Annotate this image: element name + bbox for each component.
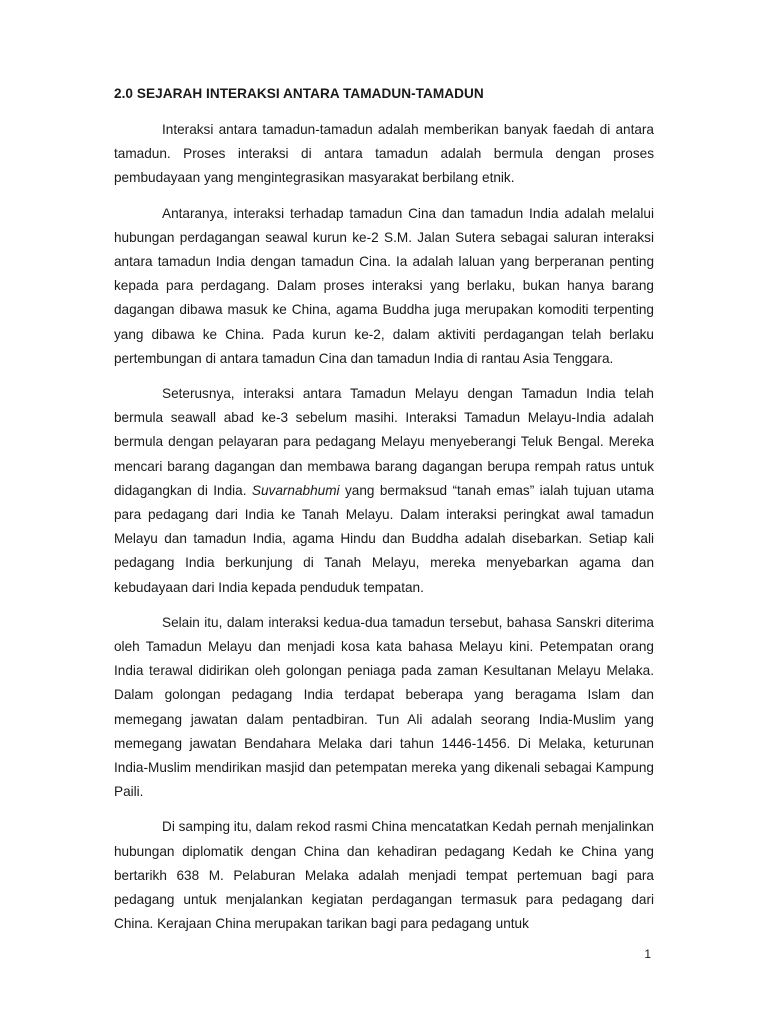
paragraph [114,202,654,371]
italic-term: Suvarnabhumi [251,482,340,498]
paragraph [114,611,654,805]
text-segment: yang bermaksud “tanah emas” ialah tujuan utama para pedagang dari India ke Tanah Melayu. Dalam interaksi peringkat awal tamadun Melayu dan tamadun India, agama Hindu dan Buddha adalah disebarkan. Setiap kali pedagang India berkunjung di Tanah Melayu, mereka menyebarkan agama dan kebudayaan dari India kepada penduduk tempatan. [114,482,654,595]
paragraph [114,382,654,600]
body-text [114,118,654,937]
text-segment: Selain itu, dalam interaksi kedua-dua tamadun tersebut, bahasa Sanskri diterima oleh Tamadun Melayu dan menjadi kosa kata bahasa Melayu kini. Petempatan orang India terawal didirikan oleh golongan peniaga pada zaman Kesultanan Melayu Melaka. Dalam golongan pedagang India terdapat beberapa yang beragama Islam dan memegang jawatan dalam pentadbiran. Tun Ali adalah seorang India-Muslim yang memegang jawatan Bendahara Melaka dari tahun 1446-1456. Di Melaka, keturunan India-Muslim mendirikan masjid dan petempatan mereka yang dikenali sebagai Kampung Paili. [114,614,654,800]
text-segment: Di samping itu, dalam rekod rasmi China mencatatkan Kedah pernah menjalinkan hubungan diplomatik dengan China dan kehadiran pedagang Kedah ke China yang bertarikh 638 M. Pelaburan Melaka adalah menjadi tempat pertemuan bagi para pedagang untuk menjalankan kegiatan perdagangan termasuk para pedagang dari China. Kerajaan China merupakan tarikan bagi para pedagang untuk [114,819,654,932]
page-number: 1 [644,947,651,961]
text-segment: Antaranya, interaksi terhadap tamadun Cina dan tamadun India adalah melalui hubungan perdagangan seawal kurun ke-2 S.M. Jalan Sutera sebagai saluran interaksi antara tamadun India dengan tamadun Cina. Ia adalah laluan yang berperanan penting kepada para perdagang. Dalam proses interaksi yang berlaku, bukan hanya barang dagangan dibawa masuk ke China, agama Buddha juga merupakan komoditi terpenting yang dibawa ke China. Pada kurun ke-2, dalam aktiviti perdagangan telah berlaku pertembungan di antara tamadun Cina dan tamadun India di rantau Asia Tenggara. [114,205,654,366]
text-segment: Seterusnya, interaksi antara Tamadun Melayu dengan Tamadun India telah bermula seawall abad ke-3 sebelum masihi. Interaksi Tamadun Melayu-India adalah bermula dengan pelayaran para pedagang Melayu menyeberangi Teluk Bengal. Mereka mencari barang dagangan dan membawa barang dagangan berupa rempah ratus untuk didagangkan di India. [114,386,654,498]
section-heading: 2.0 SEJARAH INTERAKSI ANTARA TAMADUN-TAMADUN [114,86,484,101]
text-segment: Interaksi antara tamadun-tamadun adalah memberikan banyak faedah di antara tamadun. Proses interaksi di antara tamadun adalah bermula dengan proses pembudayaan yang mengintegrasikan masyarakat berbilang etnik. [114,122,654,186]
paragraph [114,815,654,936]
paragraph [114,118,654,191]
